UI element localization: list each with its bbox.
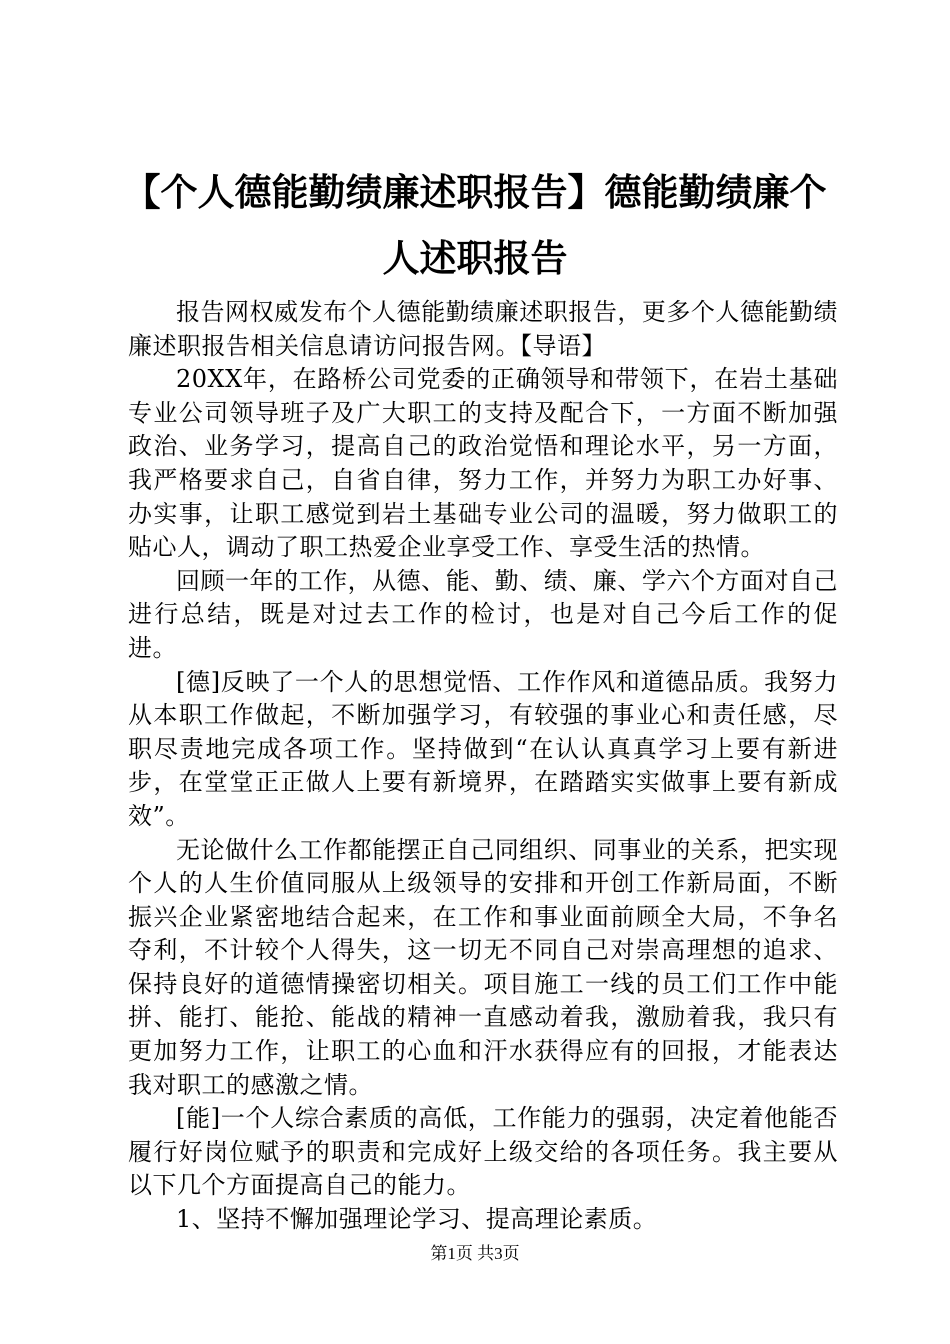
- paragraph: 无论做什么工作都能摆正自己同组织、同事业的关系，把实现个人的人生价值同服从上级领导的安排和开创工作新局面，不断振兴企业紧密地结合起来，在工作和事业面前顾全大局，不争名夺利，不计较个人得失，这一切无不同自己对崇高理想的追求、保持良好的道德情操密切相关。项目施工一线的员工们工作中能拼、能打、能抢、能战的精神一直感动着我，激励着我，我只有更加努力工作，让职工的心血和汗水获得应有的回报，才能表达我对职工的感激之情。: [128, 835, 838, 1099]
- paragraph: [德]反映了一个人的思想觉悟、工作作风和道德品质。我努力从本职工作做起，不断加强学习，有较强的事业心和责任感，尽职尽责地完成各项工作。坚持做到“在认认真真学习上要有新进步，在堂堂正正做人上要有新境界，在踏踏实实做事上要有新成效”。: [128, 667, 838, 830]
- paragraph: 报告网权威发布个人德能勤绩廉述职报告，更多个人德能勤绩廉述职报告相关信息请访问报告网。【导语】: [128, 298, 838, 360]
- document-body: [128, 296, 838, 1237]
- page-number-footer: 第1页 共3页: [430, 1244, 520, 1263]
- paragraph: 20XX年，在路桥公司党委的正确领导和带领下，在岩土基础专业公司领导班子及广大职工的支持及配合下，一方面不断加强政治、业务学习，提高自己的政治觉悟和理论水平，另一方面，我严格要求自己，自省自律，努力工作，并努力为职工办好事、办实事，让职工感觉到岩土基础专业公司的温暖，努力做职工的贴心人，调动了职工热爱企业享受工作、享受生活的热情。: [128, 365, 838, 562]
- paragraph: 1、坚持不懈加强理论学习、提高理论素质。: [176, 1205, 658, 1234]
- paragraph: [能]一个人综合素质的高低，工作能力的强弱，决定着他能否履行好岗位赋予的职责和完成好上级交给的各项任务。我主要从以下几个方面提高自己的能力。: [128, 1104, 838, 1200]
- document-title: 【个人德能勤绩廉述职报告】德能勤绩廉个人述职报告: [123, 171, 827, 280]
- paragraph: 回顾一年的工作，从德、能、勤、绩、廉、学六个方面对自己进行总结，既是对过去工作的检讨，也是对自己今后工作的促进。: [128, 566, 838, 662]
